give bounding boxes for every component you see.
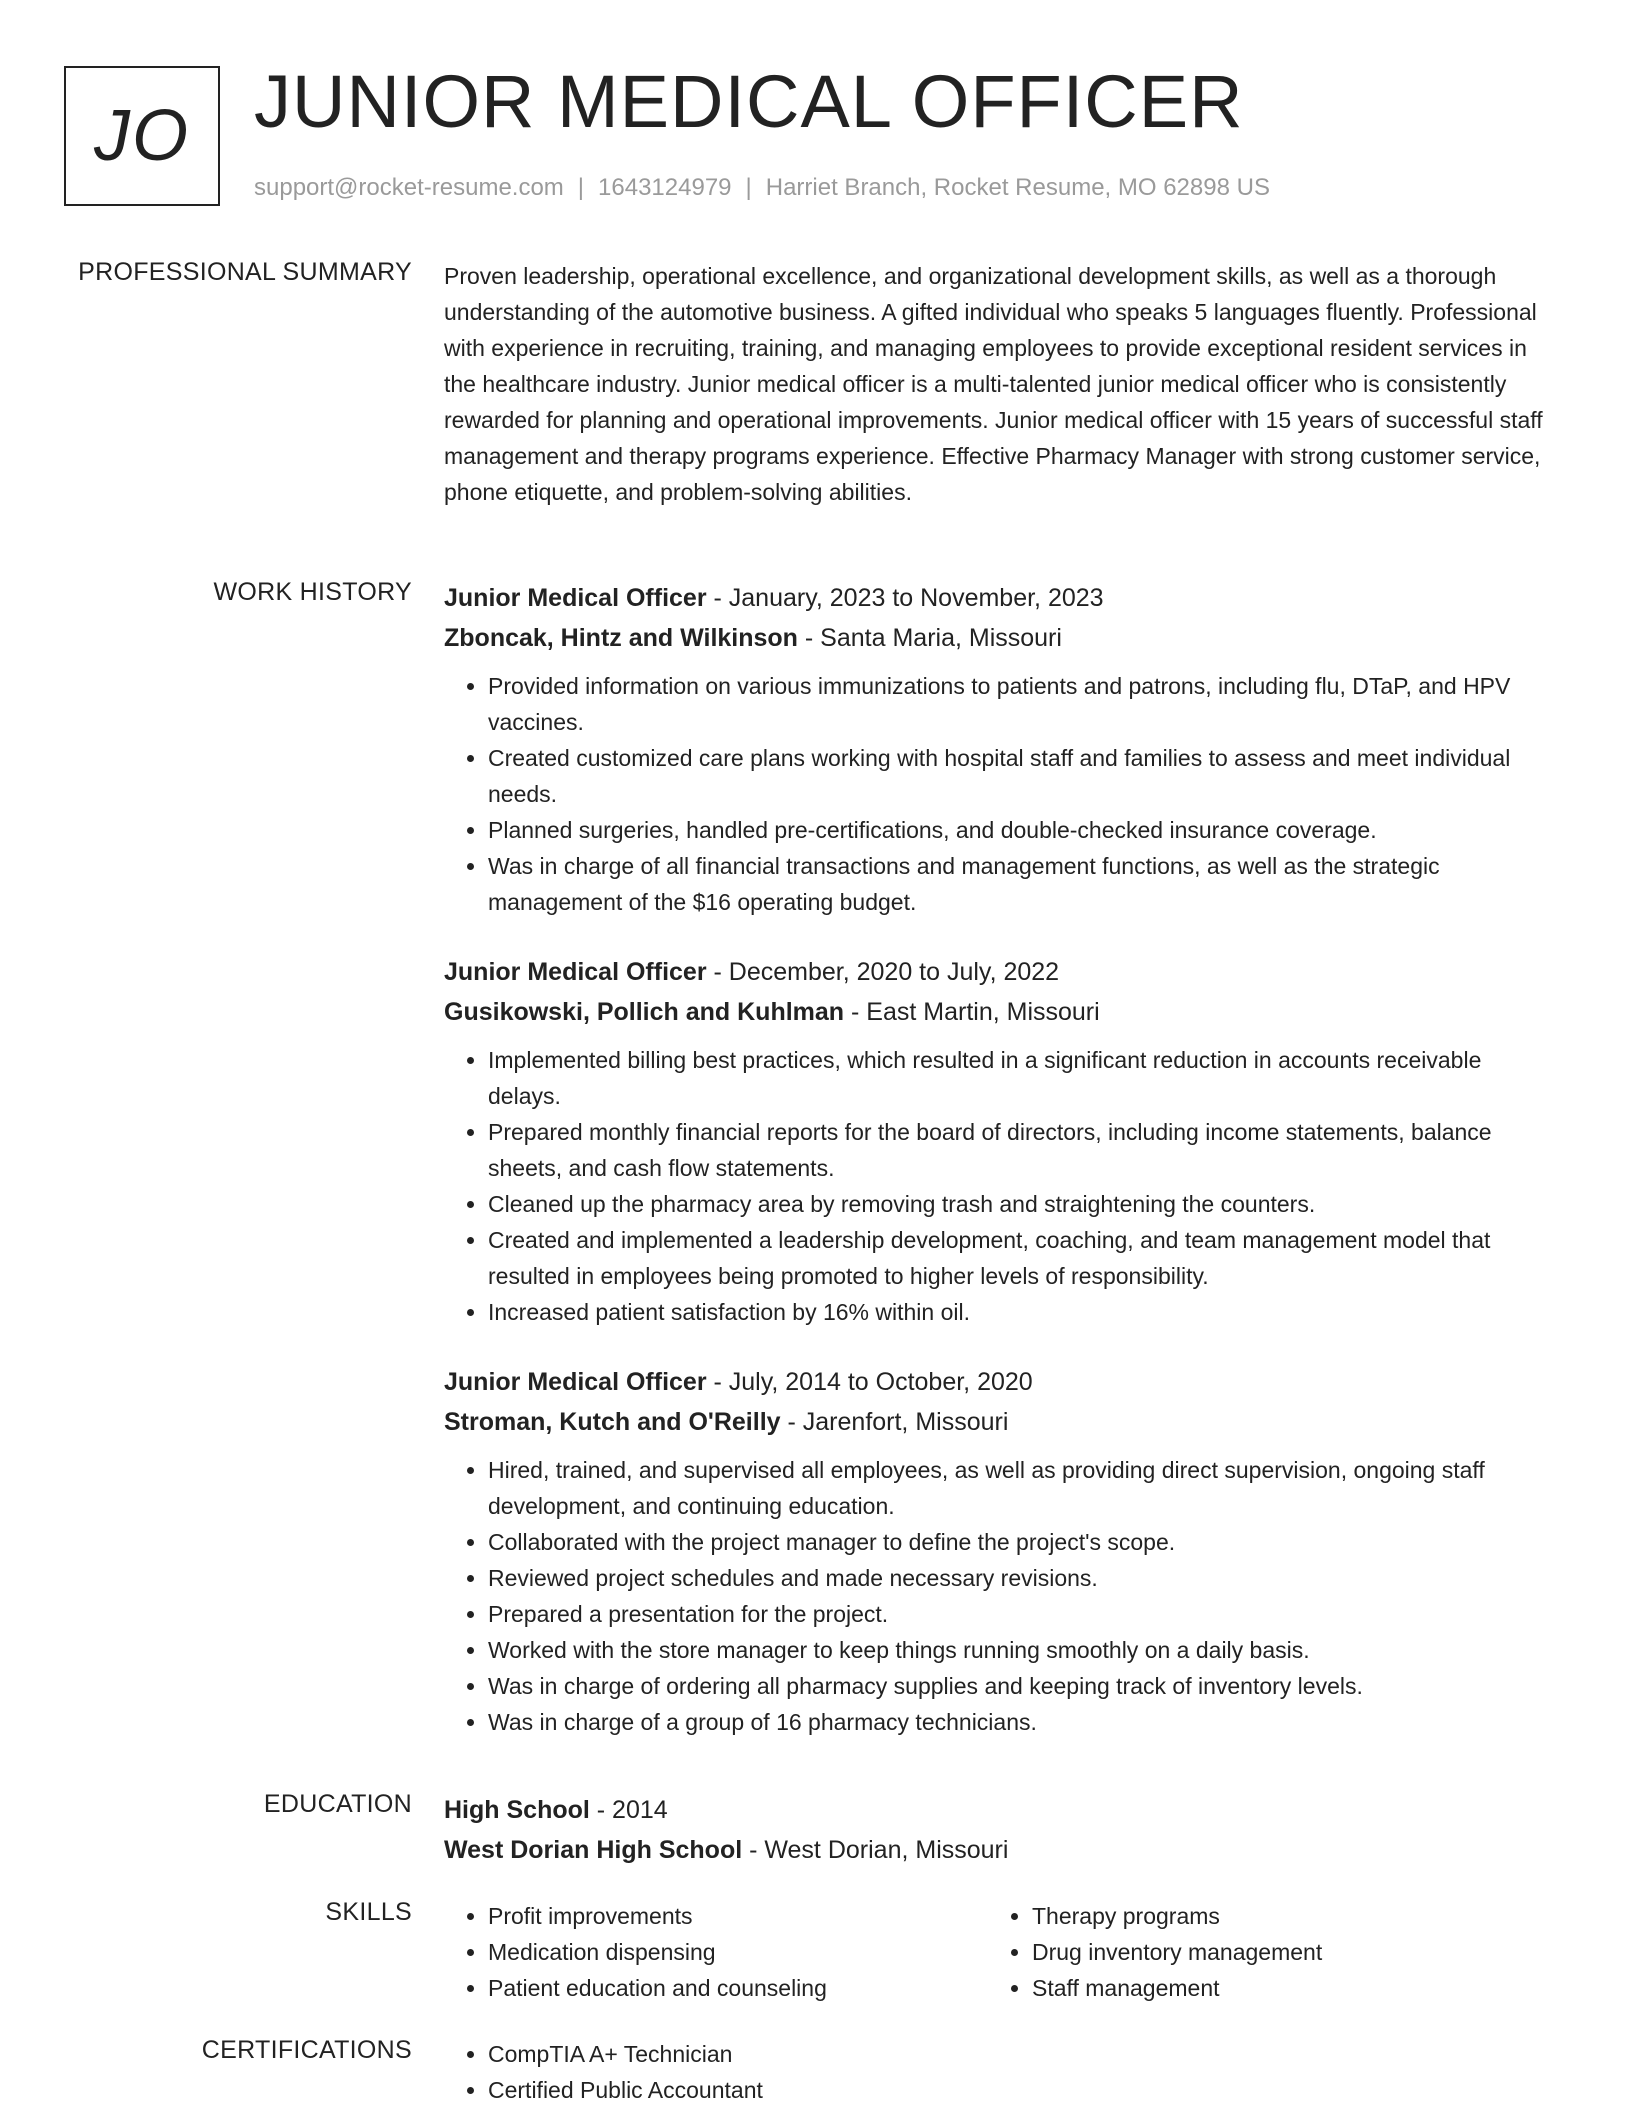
job-bullet: • Was in charge of all financial transactions and management functions, as well as the strategic management of the $16 operating budget. [488,848,1560,920]
job-title: Junior Medical Officer [444,958,707,986]
job-bullet: • Worked with the store manager to keep things running smoothly on a daily basis. [488,1632,1560,1668]
job-bullets [444,668,1560,920]
education-year: - 2014 [589,1796,668,1824]
contact-address: Harriet Branch, Rocket Resume, MO 62898 US [765,174,1270,201]
job-dates: - January, 2023 to November, 2023 [706,584,1104,612]
job-entry [444,952,1560,1330]
job-entry [444,1362,1560,1740]
job-bullet: • Cleaned up the pharmacy area by removing trash and straightening the counters. [488,1186,1560,1222]
job-bullet: • Created customized care plans working with hospital staff and families to assess and meet individual needs. [488,740,1560,812]
contact-separator: | [577,174,585,201]
job-bullet: • Was in charge of ordering all pharmacy supplies and keeping track of inventory levels. [488,1668,1560,1704]
job-location: - Santa Maria, Missouri [797,624,1062,652]
education-location: - West Dorian, Missouri [742,1836,1009,1864]
skills-heading: SKILLS [325,1898,412,1926]
skill-item: • Medication dispensing [488,1934,988,1970]
job-bullet: • Created and implemented a leadership development, coaching, and team management model that resulted in employees being promoted to higher levels of responsibility. [488,1222,1560,1294]
job-bullet: • Prepared a presentation for the project. [488,1596,1560,1632]
job-dates: - July, 2014 to October, 2020 [706,1368,1033,1396]
contact-email: support@rocket-resume.com [254,174,564,201]
summary-text: Proven leadership, operational excellence, and organizational development skills, as well as a thorough understanding of the automotive business. A gifted individual who speaks 5 languages fluently. Professional with experience in recruiting, training, and managing employees to provide exceptional resident services in the healthcare industry. Junior medical officer is a multi-talented junior medical officer who is consistently rewarded for planning and operational improvements. Junior medical officer with 15 years of successful staff management and therapy programs experience. Effective Pharmacy Manager with strong customer service, phone etiquette, and problem-solving abilities. [444,263,1543,505]
monogram-initials: JO [93,96,190,176]
job-company: Stroman, Kutch and O'Reilly [444,1408,781,1436]
skill-item: • Therapy programs [1032,1898,1532,1934]
job-bullet: • Prepared monthly financial reports for the board of directors, including income statements, balance sheets, and cash flow statements. [488,1114,1560,1186]
job-bullet: • Hired, trained, and supervised all employees, as well as providing direct supervision, ongoing staff development, and continuing education. [488,1452,1560,1524]
skills-grid [444,1898,1560,2006]
education-heading: EDUCATION [263,1790,412,1818]
summary-heading: PROFESSIONAL SUMMARY [78,258,412,286]
certification-item: • CompTIA A+ Technician [488,2036,988,2072]
job-bullets [444,1042,1560,1330]
job-company: Gusikowski, Pollich and Kuhlman [444,998,845,1026]
skills-right-list [988,1898,1532,2006]
job-title: Junior Medical Officer [444,584,707,612]
skill-item: • Drug inventory management [1032,1934,1532,1970]
job-title: Junior Medical Officer [444,1368,707,1396]
contact-line [254,174,1270,202]
skill-item: • Patient education and counseling [488,1970,988,2006]
contact-phone: 1643124979 [598,174,732,201]
job-location: - East Martin, Missouri [844,998,1100,1026]
job-dates: - December, 2020 to July, 2022 [706,958,1060,986]
job-bullet: • Implemented billing best practices, which resulted in a significant reduction in accounts receivable delays. [488,1042,1560,1114]
certifications-list [444,2036,988,2108]
certifications-heading: CERTIFICATIONS [201,2036,412,2064]
education-school: West Dorian High School [444,1836,743,1864]
job-bullet: • Reviewed project schedules and made necessary revisions. [488,1560,1560,1596]
job-company: Zboncak, Hintz and Wilkinson [444,624,798,652]
work-history-heading: WORK HISTORY [213,578,412,606]
job-bullet: • Was in charge of a group of 16 pharmacy technicians. [488,1704,1560,1740]
candidate-name: JUNIOR MEDICAL OFFICER [254,60,1244,143]
job-bullet: • Planned surgeries, handled pre-certifications, and double-checked insurance coverage. [488,812,1560,848]
job-entry [444,578,1560,920]
job-bullet: • Collaborated with the project manager to define the project's scope. [488,1524,1560,1560]
job-bullet: • Increased patient satisfaction by 16% within oil. [488,1294,1560,1330]
education-degree: High School [444,1796,590,1824]
job-bullets [444,1452,1560,1740]
job-bullet: • Provided information on various immunizations to patients and patrons, including flu, DTaP, and HPV vaccines. [488,668,1560,740]
job-location: - Jarenfort, Missouri [780,1408,1009,1436]
skill-item: • Profit improvements [488,1898,988,1934]
certification-item: • Certified Public Accountant [488,2072,988,2108]
skill-item: • Staff management [1032,1970,1532,2006]
monogram-box [64,66,220,206]
contact-separator: | [745,174,752,201]
skills-left-list [444,1898,988,2006]
